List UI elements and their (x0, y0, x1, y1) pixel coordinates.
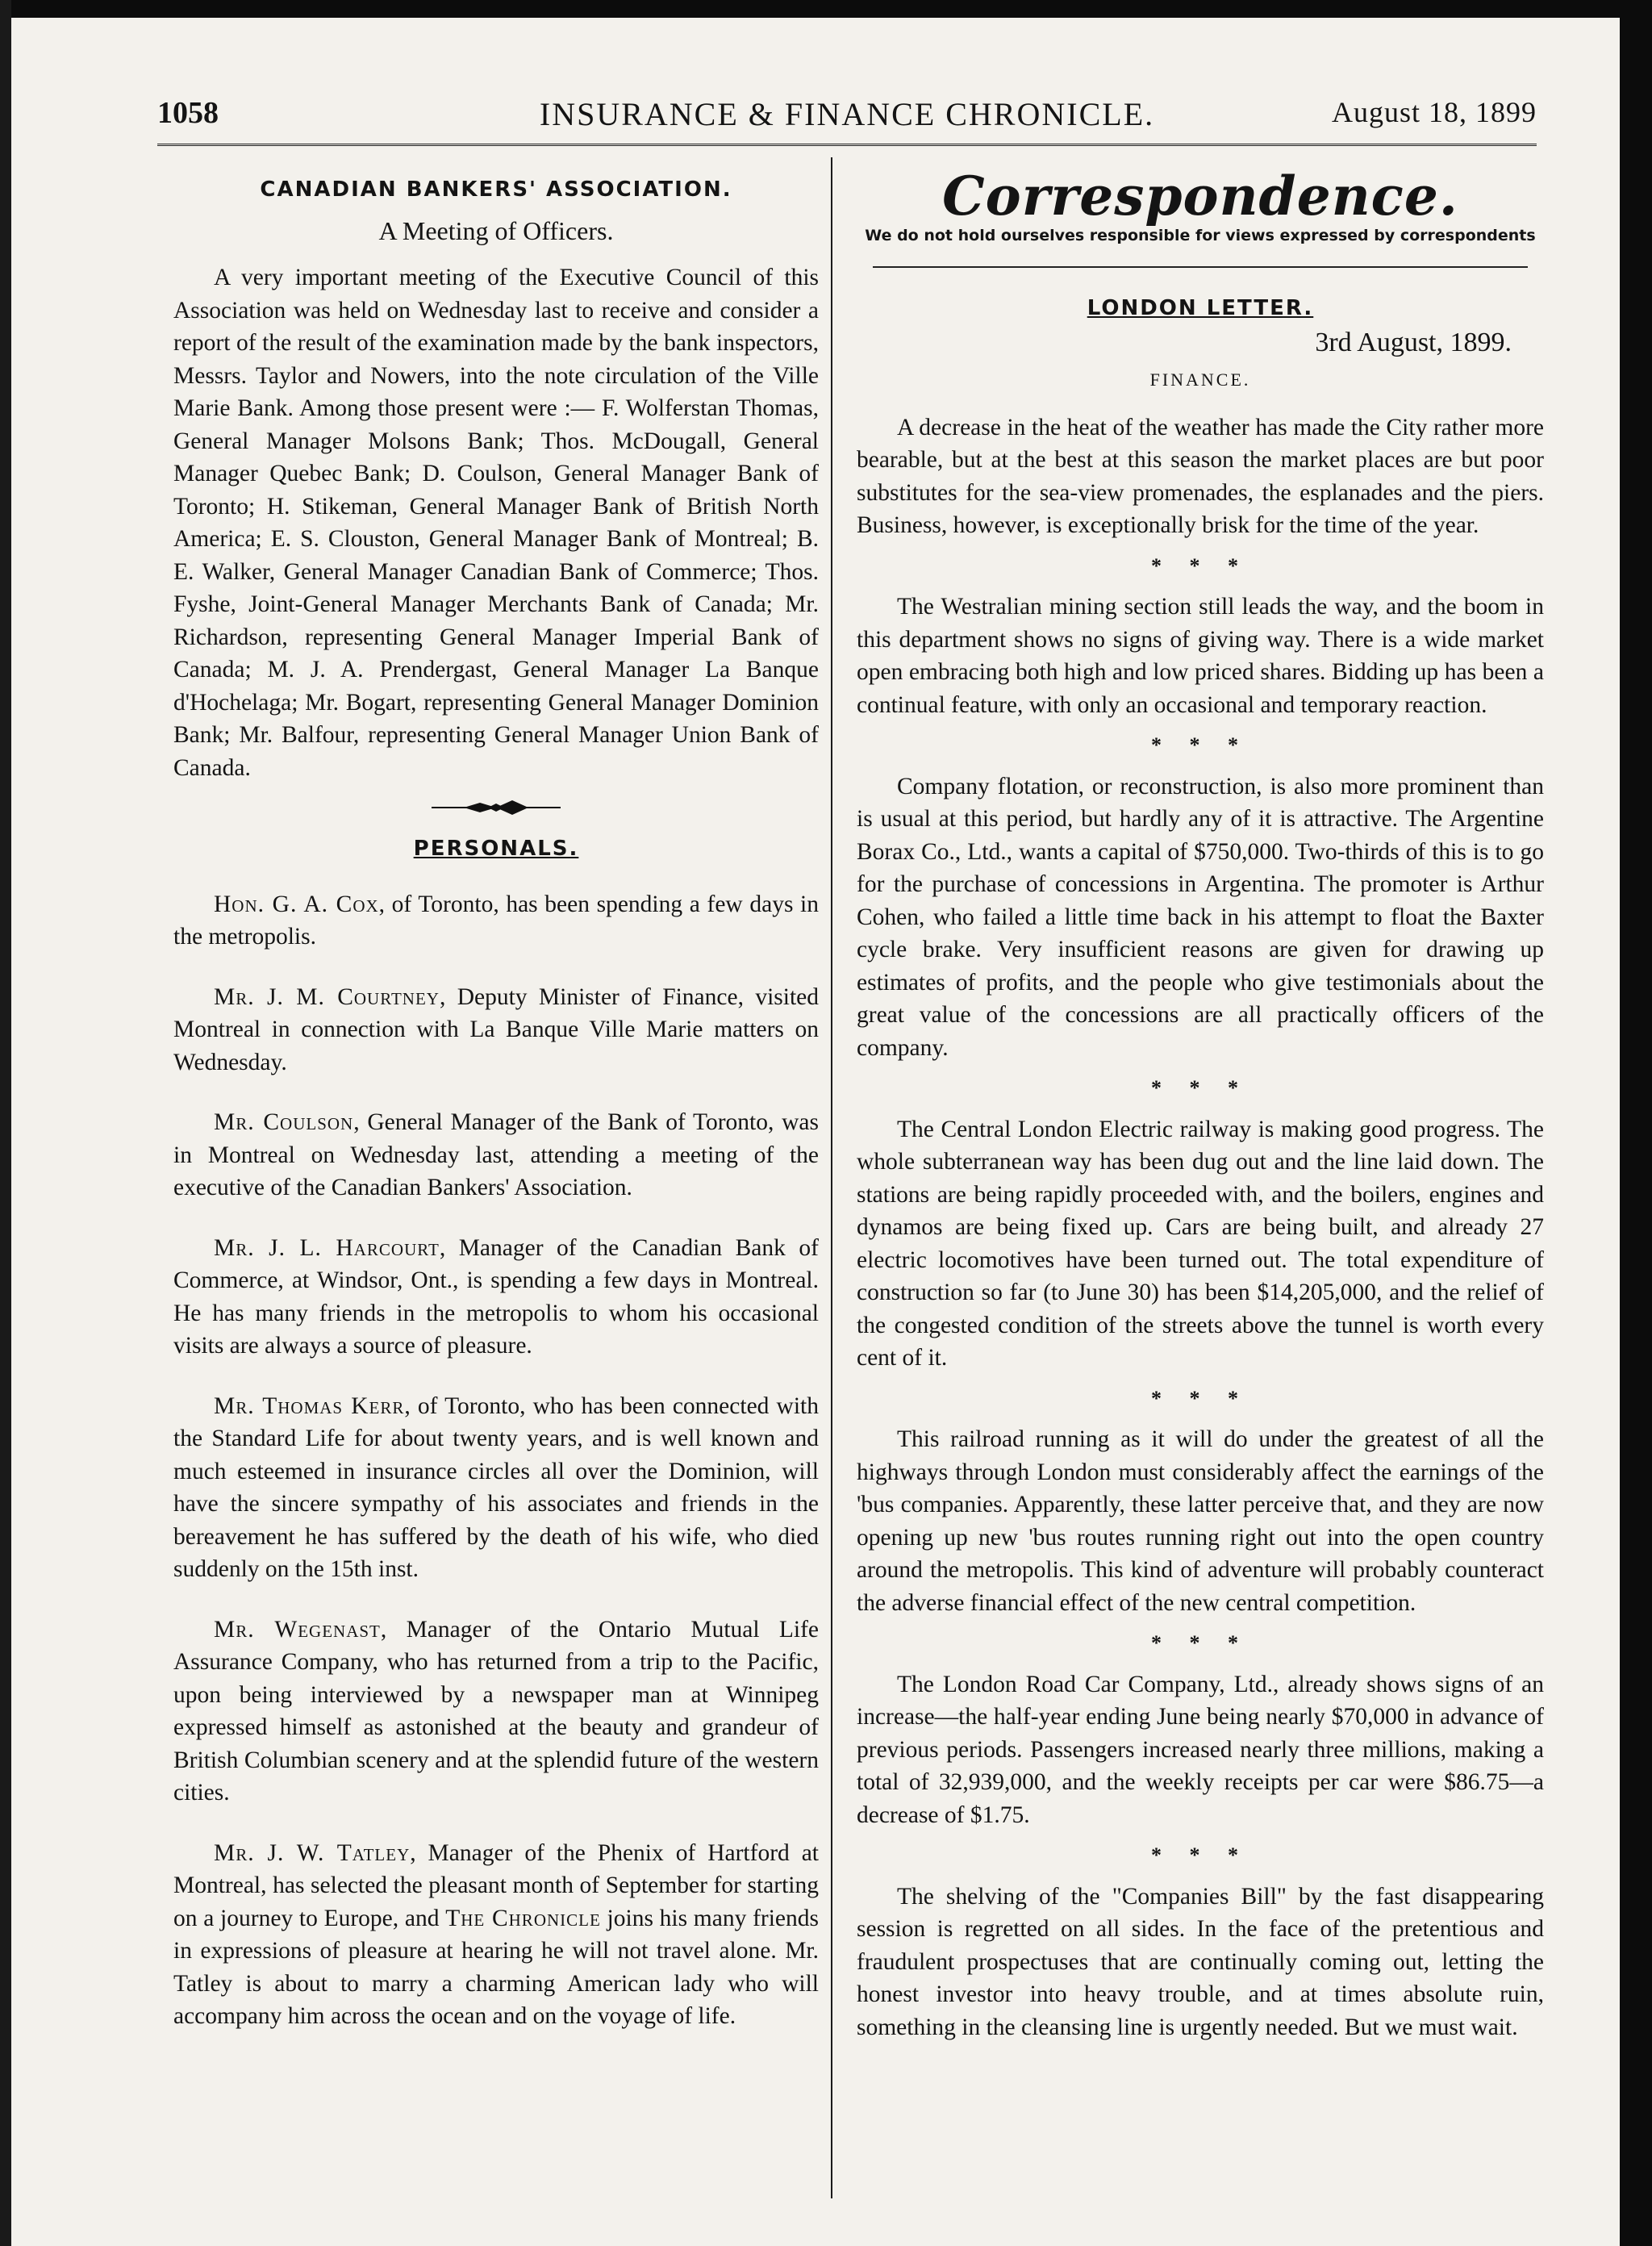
personal-name: Mr. J. L. Harcourt (214, 1234, 440, 1261)
correspondence-title: Correspondence. (942, 165, 1458, 228)
right-column (857, 165, 1544, 2071)
personal-item-tatley (173, 1837, 819, 2033)
rule (873, 266, 1528, 268)
finance-label: FINANCE. (1149, 369, 1251, 390)
page-number: 1058 (157, 96, 219, 130)
letter-paragraph: This railroad running as it will do under the greatest of all the highways through London must considerably affect the earnings of the 'bus companies. Apparently, these latter perceive that, and they are now opening up new 'bus routes running right out into the open country around the metropolis. This kind of adventure will probably counteract the adverse financial effect of the new central competition. (857, 1426, 1544, 1616)
stars-divider: * * * (1151, 1076, 1249, 1100)
personal-name: Hon. G. A. Cox (214, 891, 379, 917)
personal-item (173, 888, 819, 954)
letter-paragraph: Company flotation, or reconstruction, is also more prominent than is usual at this period, but hardly any of it is attractive. The Argentine Borax Co., Ltd., wants a capital of $750,000. Two-thirds of this is to go for the purchase of concessions in Argentina. The promoter is Arthur Cohen, who failed a little time back in his attempt to float the Baxter cycle brake. Very insufficient reasons are given for drawing up estimates of profits, and the people who give testimonials about the great value of the concessions are all practically officers of the company. (857, 773, 1544, 1061)
stars-divider: * * * (1151, 553, 1249, 578)
stars-divider: * * * (1151, 1843, 1249, 1867)
personal-item (173, 1232, 819, 1363)
personal-name: Mr. Wegenast (214, 1616, 381, 1643)
header-rule (157, 144, 1537, 149)
letter-heading: LONDON LETTER. (1087, 296, 1314, 320)
disclaimer: We do not hold ourselves responsible for views expressed by correspondents (865, 226, 1536, 244)
personals-heading: PERSONALS. (413, 837, 579, 861)
ornament-icon (415, 795, 577, 820)
personal-name: Mr. J. W. Tatley (214, 1839, 411, 1866)
letter-paragraph: The shelving of the "Companies Bill" by the fast disappearing session is regretted on all sides. In the face of the pretentious and fraudulent prospectuses that are continually coming out, letting the honest investor into heavy trouble, and at times absolute ruin, something in the cleansing line is urgently needed. But we must wait. (857, 1883, 1544, 2040)
personal-item (173, 1614, 819, 1810)
personal-text: , Deputy Minister of Finance, visited Montreal in connection with La Banque Ville Marie matters on Wednesday. (173, 983, 819, 1075)
personal-text: , Manager of the Canadian Bank of Commerce, at Windsor, Ont., is spending a few days in Montreal. He has many friends in the metropolis to whom his occasional visits are always a source of pleasure. (173, 1234, 819, 1359)
personal-item (173, 981, 819, 1079)
personal-text: , Manager of the Ontario Mutual Life Assurance Company, who has returned from a trip to the Pacific, upon being interviewed by a newspaper man at Winnipeg expressed himself as astonished at the beauty and grandeur of British Columbian scenery and at the splendid future of the western cities. (173, 1616, 819, 1806)
personal-name: Mr. Coulson (214, 1109, 354, 1135)
personal-name: Mr. Thomas Kerr (214, 1392, 405, 1419)
letter-paragraph: The Central London Electric railway is making good progress. The whole subterranean way has been dug out and the line laid down. The stations are being rapidly proceeded with, and the boilers, engines and dynamos are being fixed up. Cars are being built, and already 27 electric locomotives have been turned out. The total expenditure of construction so far (to June 30) has been $14,205,000, and the relief of the congested condition of the streets above the tunnel is worth every cent of it. (857, 1116, 1544, 1371)
personal-text: , of Toronto, who has been connected with the Standard Life for about twenty years, and is well known and much esteemed in insurance circles all over the Dominion, will have the sincere sympathy of his associates and friends in the bereavement he has suffered by the death of his wife, who died suddenly on the 15th inst. (173, 1392, 820, 1582)
page-edge-right (1620, 0, 1652, 2246)
personal-item (173, 1390, 819, 1586)
personal-text: joins his many friends in expressions of pleasure at hearing he will not travel alone. Mr. Tatley is about to marry a charming American lady who will accompany him across the ocean and on the voyage of life. (173, 1905, 819, 2029)
personal-text: , Manager of the Phenix of Hartford at Montreal, has selected the pleasant month of September for starting on a journey to Europe, and (173, 1839, 819, 1931)
personal-text: , General Manager of the Bank of Toronto, was in Montreal on Wednesday last, attending a meeting of the executive of the Canadian Bankers' Association. (173, 1109, 819, 1200)
column-divider (831, 157, 832, 2198)
letter-paragraph: The Westralian mining section still leads the way, and the boom in this department shows no signs of giving way. There is a wide market open embracing both high and low priced shares. Bidding up has been a continual feature, with only an occasional and temporary reaction. (857, 594, 1544, 718)
cba-heading: CANADIAN BANKERS' ASSOCIATION. (260, 177, 732, 202)
cba-subheading: A Meeting of Officers. (378, 215, 614, 245)
stars-divider: * * * (1151, 733, 1249, 757)
page-edge-left (0, 0, 11, 2246)
cba-body: A very important meeting of the Executive Council of this Association was held on Wednesday last to receive and consider a report of the result of the examination made by the bank inspectors, Messrs. Taylor and Nowers, into the note circulation of the Ville Marie Bank. Among those present were :— F. Wolferstan Thomas, General Manager Molsons Bank; Thos. McDougall, General Manager Quebec Bank; D. Coulson, General Manager Bank of Toronto; H. Stikeman, General Manager Bank of British North America; E. S. Clouston, General Manager Bank of Montreal; B. E. Walker, General Manager Canadian Bank of Commerce; Thos. Fyshe, Joint-General Manager Merchants Bank of Canada; Mr. Richardson, representing General Manager Imperial Bank of Canada; M. J. A. Prendergast, General Manager La Banque d'Hochelaga; Mr. Bogart, representing General Manager Dominion Bank; Mr. Balfour, representing General Manager Union Bank of Canada. (173, 265, 819, 781)
ornament-divider (173, 795, 819, 820)
stars-divider: * * * (1151, 1386, 1249, 1410)
letter-date: 3rd August, 1899. (1315, 327, 1512, 357)
issue-date: August 18, 1899 (1331, 96, 1537, 128)
page-header (157, 95, 1537, 144)
personal-text: , of Toronto, has been spending a few days in the metropolis. (173, 891, 819, 950)
journal-title: INSURANCE & FINANCE CHRONICLE. (539, 96, 1155, 132)
personal-item (173, 1106, 819, 1204)
letter-paragraph: A decrease in the heat of the weather has made the City rather more bearable, but at the best at this season the market places are but poor substitutes for the sea-view promenades, the esplanades and the piers. Business, however, is exceptionally brisk for the time of the year. (857, 414, 1544, 538)
left-column (173, 173, 819, 2060)
page-edge-top (0, 0, 1652, 18)
personal-name: Mr. J. M. Courtney (214, 983, 440, 1010)
stars-divider: * * * (1151, 1631, 1249, 1655)
letter-paragraph: The London Road Car Company, Ltd., already shows signs of an increase—the half-year ending June being nearly $70,000 in advance of previous periods. Passengers increased nearly three millions, making a total of 32,939,000, and the weekly receipts per car were $86.75—a decrease of $1.75. (857, 1671, 1544, 1828)
chronicle-name: The Chronicle (445, 1905, 601, 1931)
